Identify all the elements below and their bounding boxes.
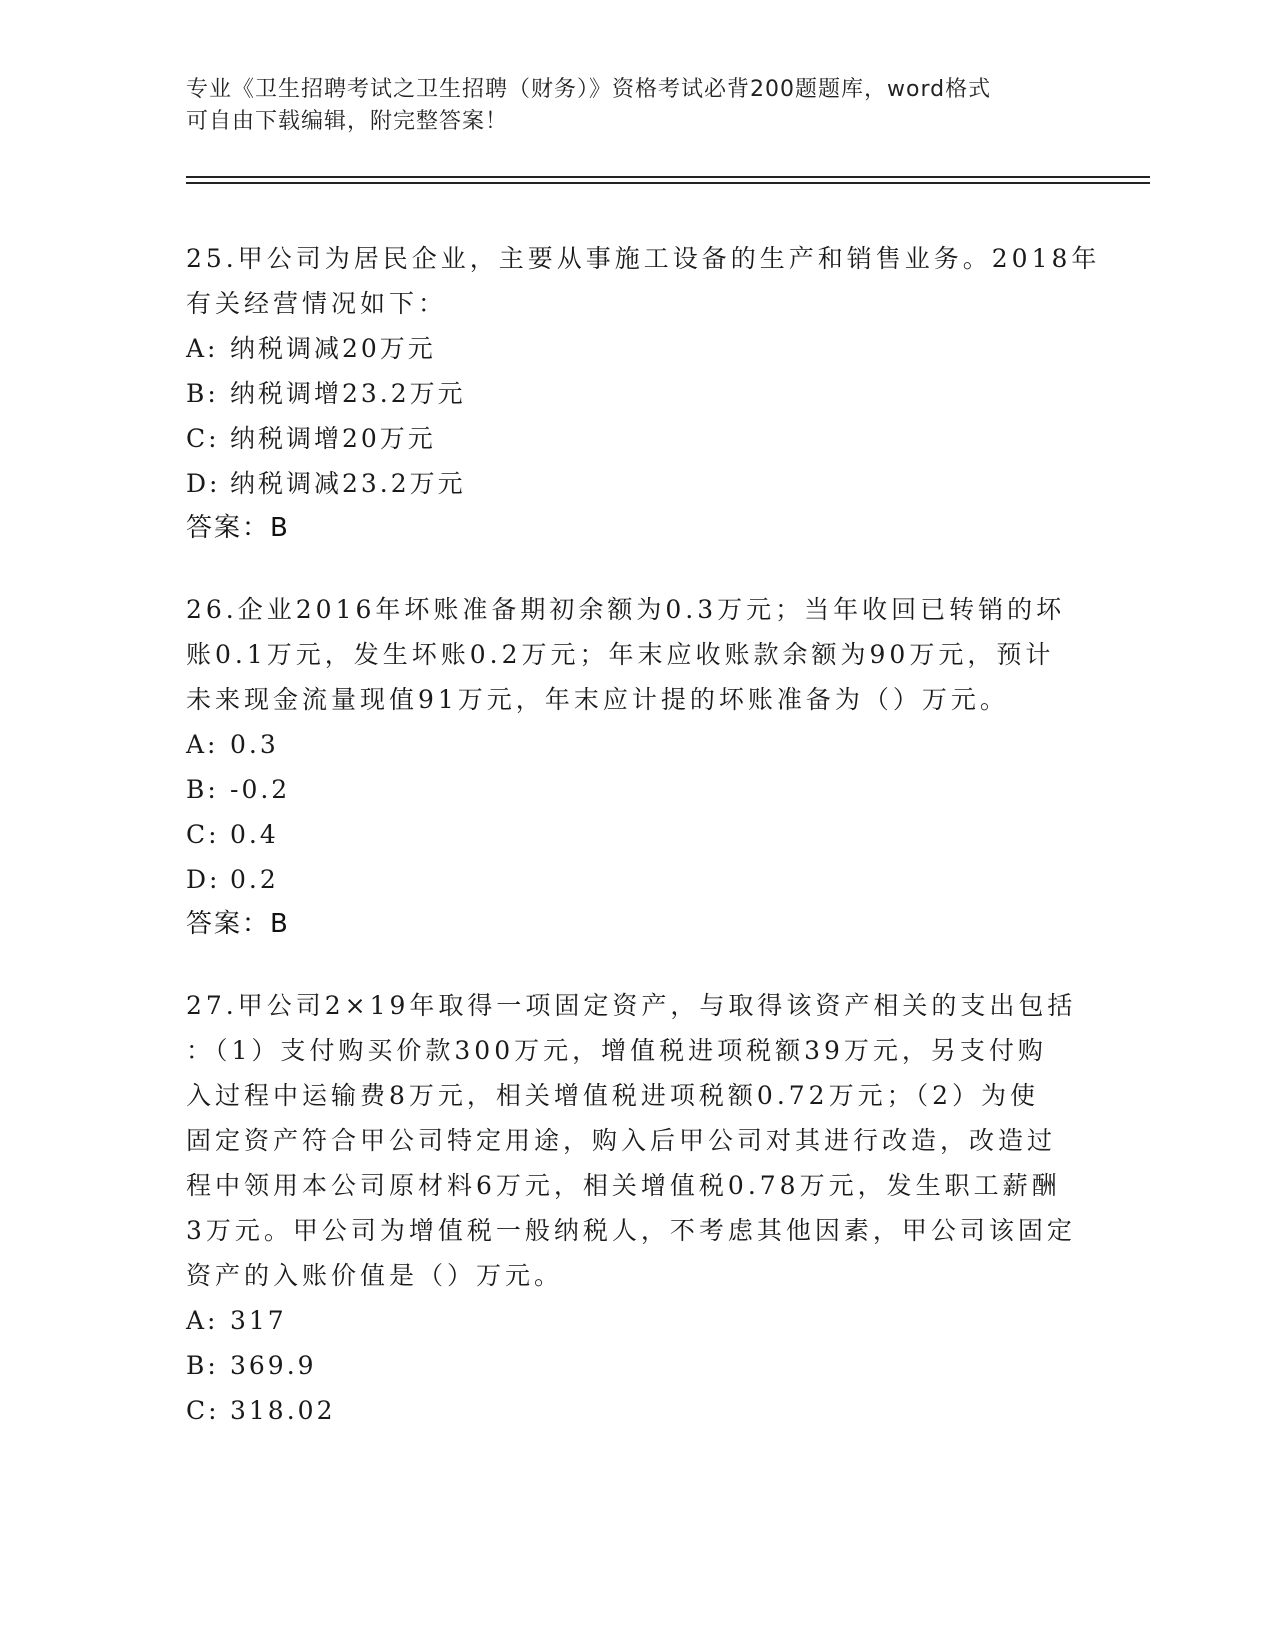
option-key: D:	[186, 865, 221, 894]
header-title-line-1: 专业《卫生招聘考试之卫生招聘（财务）》资格考试必背200题题库，word格式	[186, 77, 992, 102]
option-c	[186, 812, 1086, 857]
option-d	[186, 857, 1086, 902]
option-b	[186, 767, 1086, 812]
question-text-line: ：（1）支付购买价款300万元，增值税进项税额39万元，另支付购	[186, 1036, 1047, 1065]
question-text-line: 25.甲公司为居民企业，主要从事施工设备的生产和销售业务。2018年	[186, 244, 1101, 273]
option-c	[186, 1388, 1086, 1433]
option-key: A:	[186, 334, 219, 363]
header-title-line-2: 可自由下载编辑，附完整答案！	[186, 109, 509, 134]
option-b	[186, 371, 1086, 416]
option-text: 纳税调增20万元	[230, 424, 436, 453]
question-text-line: 固定资产符合甲公司特定用途，购入后甲公司对其进行改造，改造过	[186, 1126, 1057, 1155]
option-a	[186, 1298, 1086, 1343]
header-divider-bottom	[186, 182, 1150, 184]
question-text-line: 入过程中运输费8万元，相关增值税进项税额0.72万元；（2）为使	[186, 1081, 1039, 1110]
question-text-line: 有关经营情况如下：	[186, 289, 448, 318]
option-text: 0.3	[230, 730, 279, 759]
option-key: A:	[186, 1306, 219, 1335]
question-27	[186, 983, 1086, 1433]
option-text: 318.02	[230, 1396, 336, 1425]
document-header	[186, 74, 1066, 138]
option-key: C:	[186, 424, 220, 453]
option-text: 纳税调增23.2万元	[230, 379, 466, 408]
header-divider-top	[186, 176, 1150, 178]
option-text: 369.9	[230, 1351, 317, 1380]
question-26	[186, 587, 1086, 947]
answer-label: 答案：B	[186, 513, 290, 543]
option-a	[186, 722, 1086, 767]
option-key: C:	[186, 820, 220, 849]
question-text-line: 27.甲公司2×19年取得一项固定资产，与取得该资产相关的支出包括	[186, 991, 1077, 1020]
option-key: C:	[186, 1396, 220, 1425]
answer-label: 答案：B	[186, 909, 290, 939]
question-25	[186, 236, 1101, 551]
option-key: A:	[186, 730, 219, 759]
option-key: B:	[186, 379, 219, 408]
option-text: 纳税调减23.2万元	[230, 469, 466, 498]
question-text-line: 未来现金流量现值91万元，年末应计提的坏账准备为（）万元。	[186, 685, 1009, 714]
option-key: B:	[186, 1351, 219, 1380]
option-d	[186, 461, 1086, 506]
question-text-line: 26.企业2016年坏账准备期初余额为0.3万元；当年收回已转销的坏	[186, 595, 1066, 624]
option-text: 0.2	[230, 865, 279, 894]
question-text-line: 程中领用本公司原材料6万元，相关增值税0.78万元，发生职工薪酬	[186, 1171, 1061, 1200]
option-text: 317	[230, 1306, 287, 1335]
option-b	[186, 1343, 1086, 1388]
option-text: 纳税调减20万元	[230, 334, 436, 363]
option-c	[186, 416, 1086, 461]
option-key: B:	[186, 775, 219, 804]
question-text-line: 3万元。甲公司为增值税一般纳税人，不考虑其他因素，甲公司该固定	[186, 1216, 1076, 1245]
option-key: D:	[186, 469, 221, 498]
option-text: 0.4	[230, 820, 279, 849]
option-a	[186, 326, 1086, 371]
question-list	[186, 236, 1101, 1469]
option-text: -0.2	[230, 775, 291, 804]
question-text-line: 账0.1万元，发生坏账0.2万元；年末应收账款余额为90万元，预计	[186, 640, 1055, 669]
question-text-line: 资产的入账价值是（）万元。	[186, 1261, 564, 1290]
